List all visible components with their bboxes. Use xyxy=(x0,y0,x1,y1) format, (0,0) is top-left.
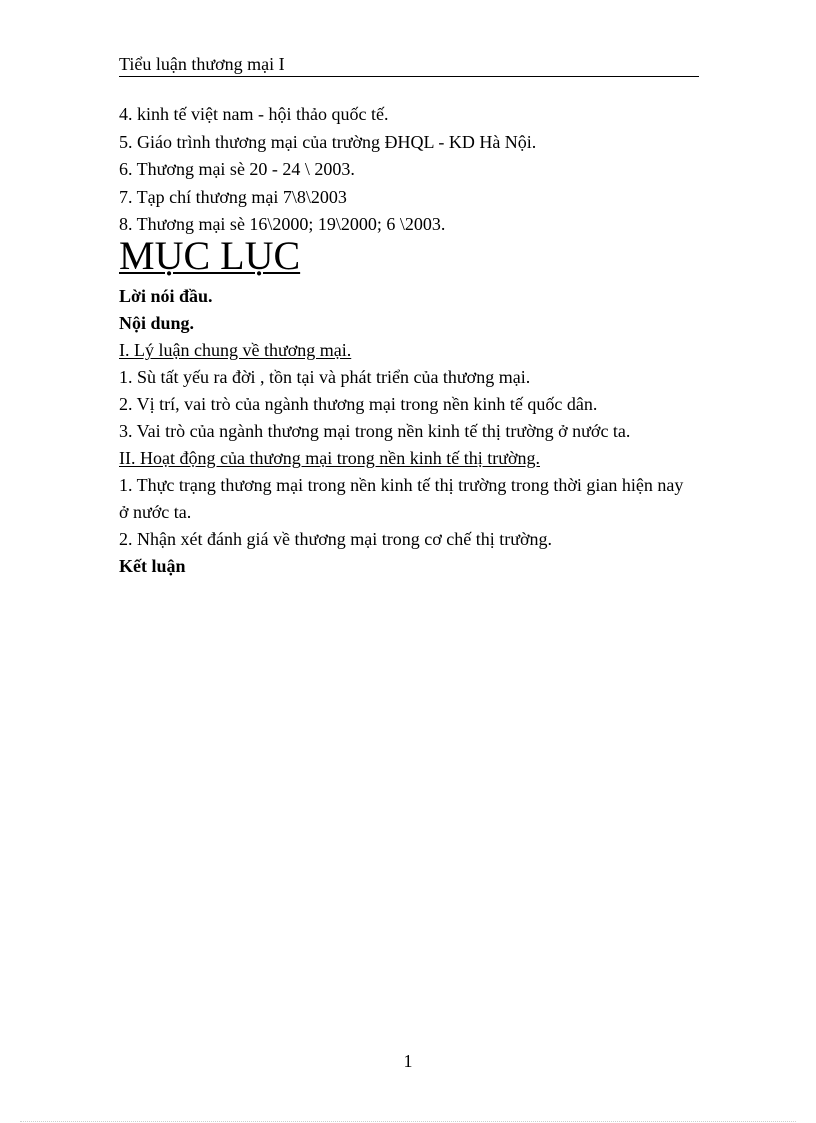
toc-conclusion: Kết luận xyxy=(119,556,186,576)
toc-item: 2. Vị trí, vai trò của ngành thương mại trong nền kinh tế quốc dân. xyxy=(119,394,598,414)
toc-title: MỤC LỤC xyxy=(119,233,301,278)
reference-item: 5. Giáo trình thương mại của trường ĐHQL - KD Hà Nội. xyxy=(119,131,537,152)
toc-section-2-heading-text: II. Hoạt động của thương mại trong nền kinh tế thị trường. xyxy=(119,448,540,468)
reference-item: 8. Thương mại sè 16\2000; 19\2000; 6 \2003. xyxy=(119,214,446,234)
toc-section-1-heading xyxy=(119,337,699,364)
toc-item: 2. Nhận xét đánh giá về thương mại trong cơ chế thị trường. xyxy=(119,529,552,549)
toc-preface: Lời nói đầu. xyxy=(119,286,213,306)
page-number: 1 xyxy=(403,1051,413,1071)
reference-item: 6. Thương mại sè 20 - 24 \ 2003. xyxy=(119,159,355,179)
toc-item: 1. Thực trạng thương mại trong nền kinh tế thị trường trong thời gian hiện nay ở nước ta. xyxy=(119,475,684,522)
toc-content: Nội dung. xyxy=(119,313,195,333)
toc-item: 1. Sù tất yếu ra đời , tồn tại và phát triển của thương mại. xyxy=(119,367,531,387)
page-header: Tiểu luận thương mại I xyxy=(119,52,699,77)
toc-section-1-heading-text: I. Lý luận chung về thương mại. xyxy=(119,340,352,360)
toc-item: 3. Vai trò của ngành thương mại trong nền kinh tế thị trường ở nước ta. xyxy=(119,421,631,441)
toc-section-2-heading xyxy=(119,445,699,472)
table-of-contents xyxy=(119,283,699,580)
reference-item: 4. kinh tế việt nam - hội thảo quốc tế. xyxy=(119,104,389,124)
reference-list xyxy=(119,101,699,239)
reference-item: 7. Tạp chí thương mại 7\8\2003 xyxy=(119,186,347,207)
page-bottom-divider xyxy=(20,1121,796,1122)
